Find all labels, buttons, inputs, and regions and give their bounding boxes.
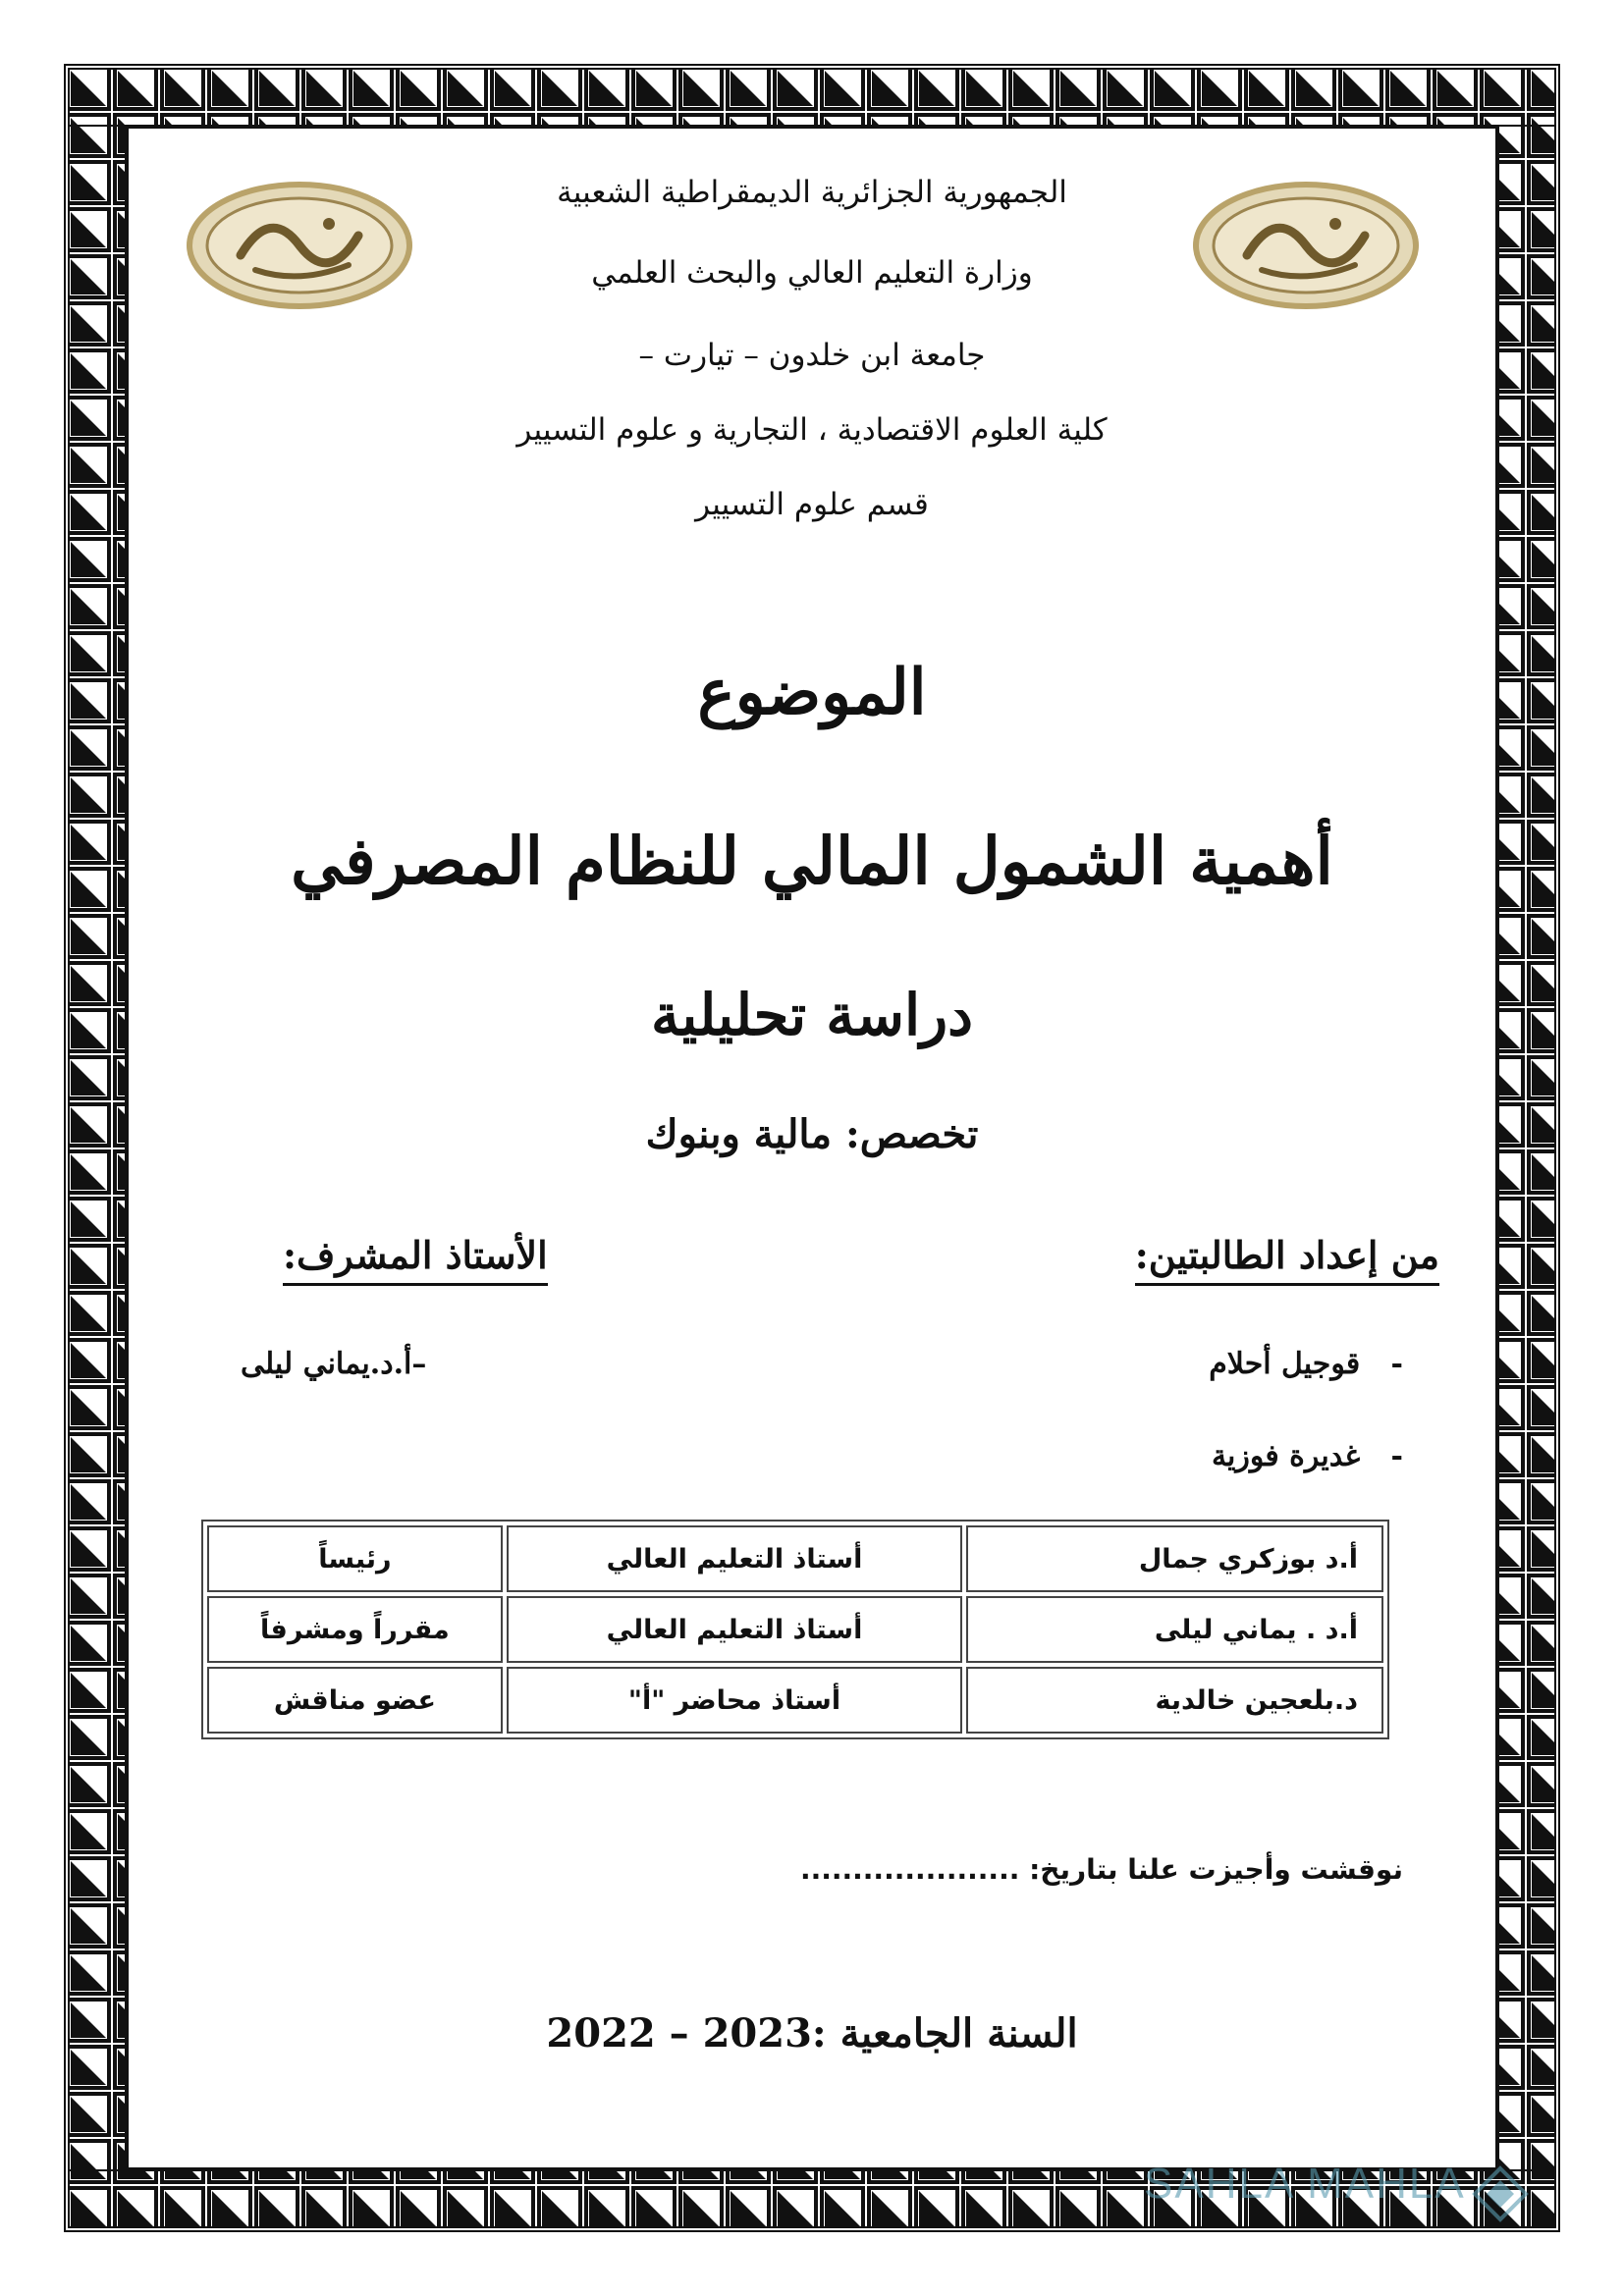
header-ministry: وزارة التعليم العالي والبحث العلمي xyxy=(591,255,1033,291)
student-name: قوجيل أحلام xyxy=(1209,1347,1361,1381)
list-bullet: - xyxy=(1390,1347,1403,1381)
academic-year-value: 2022 – 2023 xyxy=(546,2010,812,2056)
committee-member-role: رئيساً xyxy=(207,1525,503,1592)
watermark-text: SAHLA MAHLA xyxy=(1144,2160,1466,2208)
student-name: غديرة فوزية xyxy=(1211,1439,1361,1473)
table-row xyxy=(207,1667,1383,1734)
header-republic: الجمهورية الجزائرية الديمقراطية الشعبية xyxy=(557,175,1067,210)
committee-member-role: مقرراً ومشرفاً xyxy=(207,1596,503,1663)
students-label: من إعداد الطالبتين: xyxy=(1135,1233,1439,1286)
list-bullet: - xyxy=(1390,1439,1403,1473)
thesis-title: أهمية الشمول المالي للنظام المصرفي xyxy=(291,823,1333,899)
specialty: تخصص: مالية وبنوك xyxy=(645,1111,979,1157)
student-name-2 xyxy=(1212,1439,1403,1473)
committee-member-rank: أستاذ التعليم العالي xyxy=(507,1525,962,1592)
table-row xyxy=(207,1525,1383,1592)
committee-member-rank: أستاذ محاضر "أ" xyxy=(507,1667,962,1734)
table-row xyxy=(207,1596,1383,1663)
academic-year xyxy=(0,2010,1624,2056)
supervisor-name: –أ.د.يماني ليلى xyxy=(241,1347,427,1381)
thesis-subtitle: دراسة تحليلية xyxy=(651,982,973,1048)
header-university: جامعة ابن خلدون – تيارت – xyxy=(638,338,986,373)
committee-member-name: أ.د . يماني ليلى xyxy=(966,1596,1383,1663)
committee-member-name: د.بلعجين خالدية xyxy=(966,1667,1383,1734)
sahla-mahla-watermark xyxy=(1144,2160,1530,2223)
committee-table xyxy=(201,1520,1389,1739)
discussion-date: نوقشت وأجيزت علنا بتاريخ: ..................... xyxy=(799,1853,1403,1886)
subject-label: الموضوع xyxy=(697,656,927,729)
sahla-mahla-logo-icon xyxy=(1471,2164,1530,2223)
student-name-1 xyxy=(1209,1347,1403,1381)
academic-year-label: السنة الجامعية : xyxy=(811,2010,1078,2056)
committee-member-role: عضو مناقش xyxy=(207,1667,503,1734)
supervisor-label: الأستاذ المشرف: xyxy=(283,1233,548,1286)
committee-member-rank: أستاذ التعليم العالي xyxy=(507,1596,962,1663)
committee-member-name: أ.د بوزكري جمال xyxy=(966,1525,1383,1592)
header-faculty: كلية العلوم الاقتصادية ، التجارية و علوم التسيير xyxy=(516,412,1108,448)
header-department: قسم علوم التسيير xyxy=(695,487,929,522)
